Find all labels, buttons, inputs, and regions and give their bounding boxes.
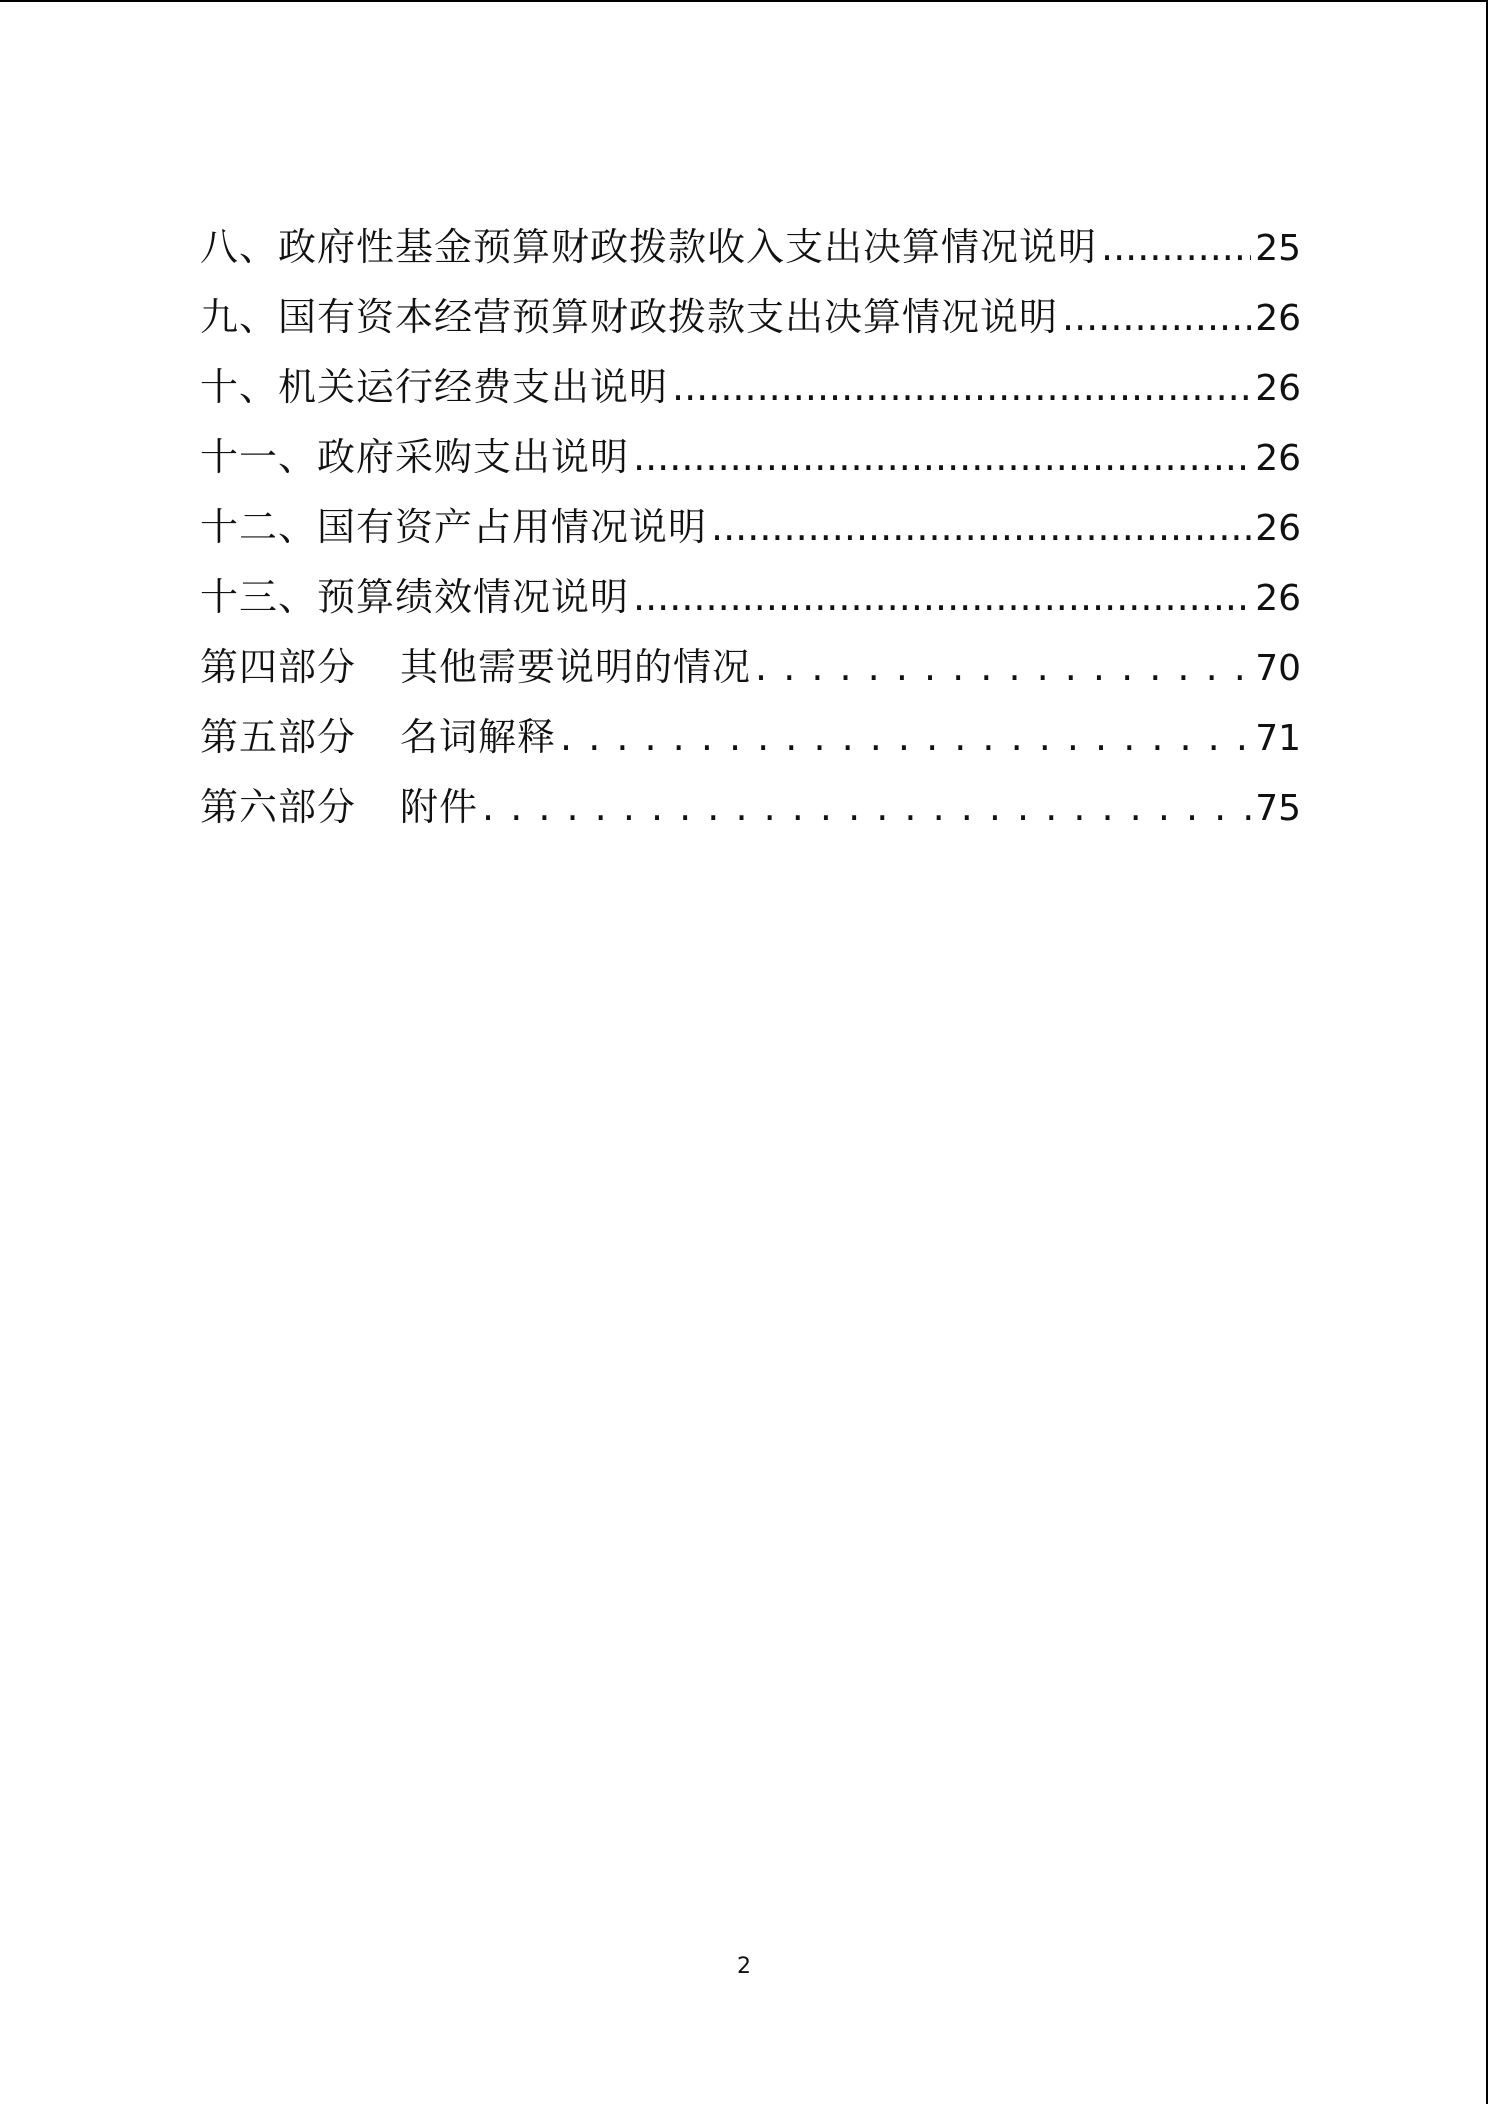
toc-entry[interactable]	[200, 562, 1301, 632]
toc-entry-page: 26	[1255, 298, 1301, 339]
table-of-contents	[200, 212, 1301, 842]
toc-entry[interactable]	[200, 352, 1301, 422]
toc-part-page: 71	[1255, 718, 1301, 759]
toc-entry-title: 八、政府性基金预算财政拨款收入支出决算情况说明	[200, 225, 1098, 269]
toc-part-title: 名词解释	[400, 715, 557, 759]
toc-part-entry[interactable]	[200, 772, 1301, 842]
toc-part-label: 第六部分	[200, 785, 357, 829]
toc-entry-title: 十、机关运行经费支出说明	[200, 365, 669, 409]
toc-part-title: 附件	[400, 785, 479, 829]
toc-part-entry[interactable]	[200, 702, 1301, 772]
toc-leader-dots	[672, 352, 1251, 422]
toc-entry-title: 十三、预算绩效情况说明	[200, 575, 630, 619]
toc-entry[interactable]	[200, 492, 1301, 562]
page-border-top	[0, 0, 1488, 2]
toc-entry-page: 26	[1255, 368, 1301, 409]
toc-leader-dots	[755, 632, 1251, 702]
toc-part-entry[interactable]	[200, 632, 1301, 702]
toc-entry-title: 十二、国有资产占用情况说明	[200, 505, 708, 549]
toc-part-label: 第五部分	[200, 715, 357, 759]
toc-leader-dots	[560, 702, 1251, 772]
toc-leader-dots	[1062, 282, 1251, 352]
toc-entry-page: 25	[1255, 228, 1301, 269]
toc-entry-page: 26	[1255, 508, 1301, 549]
toc-part-title: 其他需要说明的情况	[400, 645, 752, 689]
toc-part-heading	[200, 702, 556, 772]
toc-entry-page: 26	[1255, 438, 1301, 479]
toc-entry[interactable]	[200, 282, 1301, 352]
toc-part-page: 75	[1255, 788, 1301, 829]
toc-leader-dots	[711, 492, 1251, 562]
toc-leader-dots	[633, 422, 1251, 492]
toc-leader-dots	[633, 562, 1251, 632]
toc-entry-title: 九、国有资本经营预算财政拨款支出决算情况说明	[200, 295, 1059, 339]
toc-part-heading	[200, 632, 751, 702]
toc-entry[interactable]	[200, 422, 1301, 492]
toc-entry-page: 26	[1255, 578, 1301, 619]
toc-part-label: 第四部分	[200, 645, 357, 689]
toc-leader-dots	[1101, 212, 1251, 282]
page-number: 2	[737, 1954, 751, 1979]
toc-entry-title: 十一、政府采购支出说明	[200, 435, 630, 479]
toc-part-page: 70	[1255, 648, 1301, 689]
toc-leader-dots	[482, 772, 1251, 842]
toc-entry[interactable]	[200, 212, 1301, 282]
toc-part-heading	[200, 772, 478, 842]
